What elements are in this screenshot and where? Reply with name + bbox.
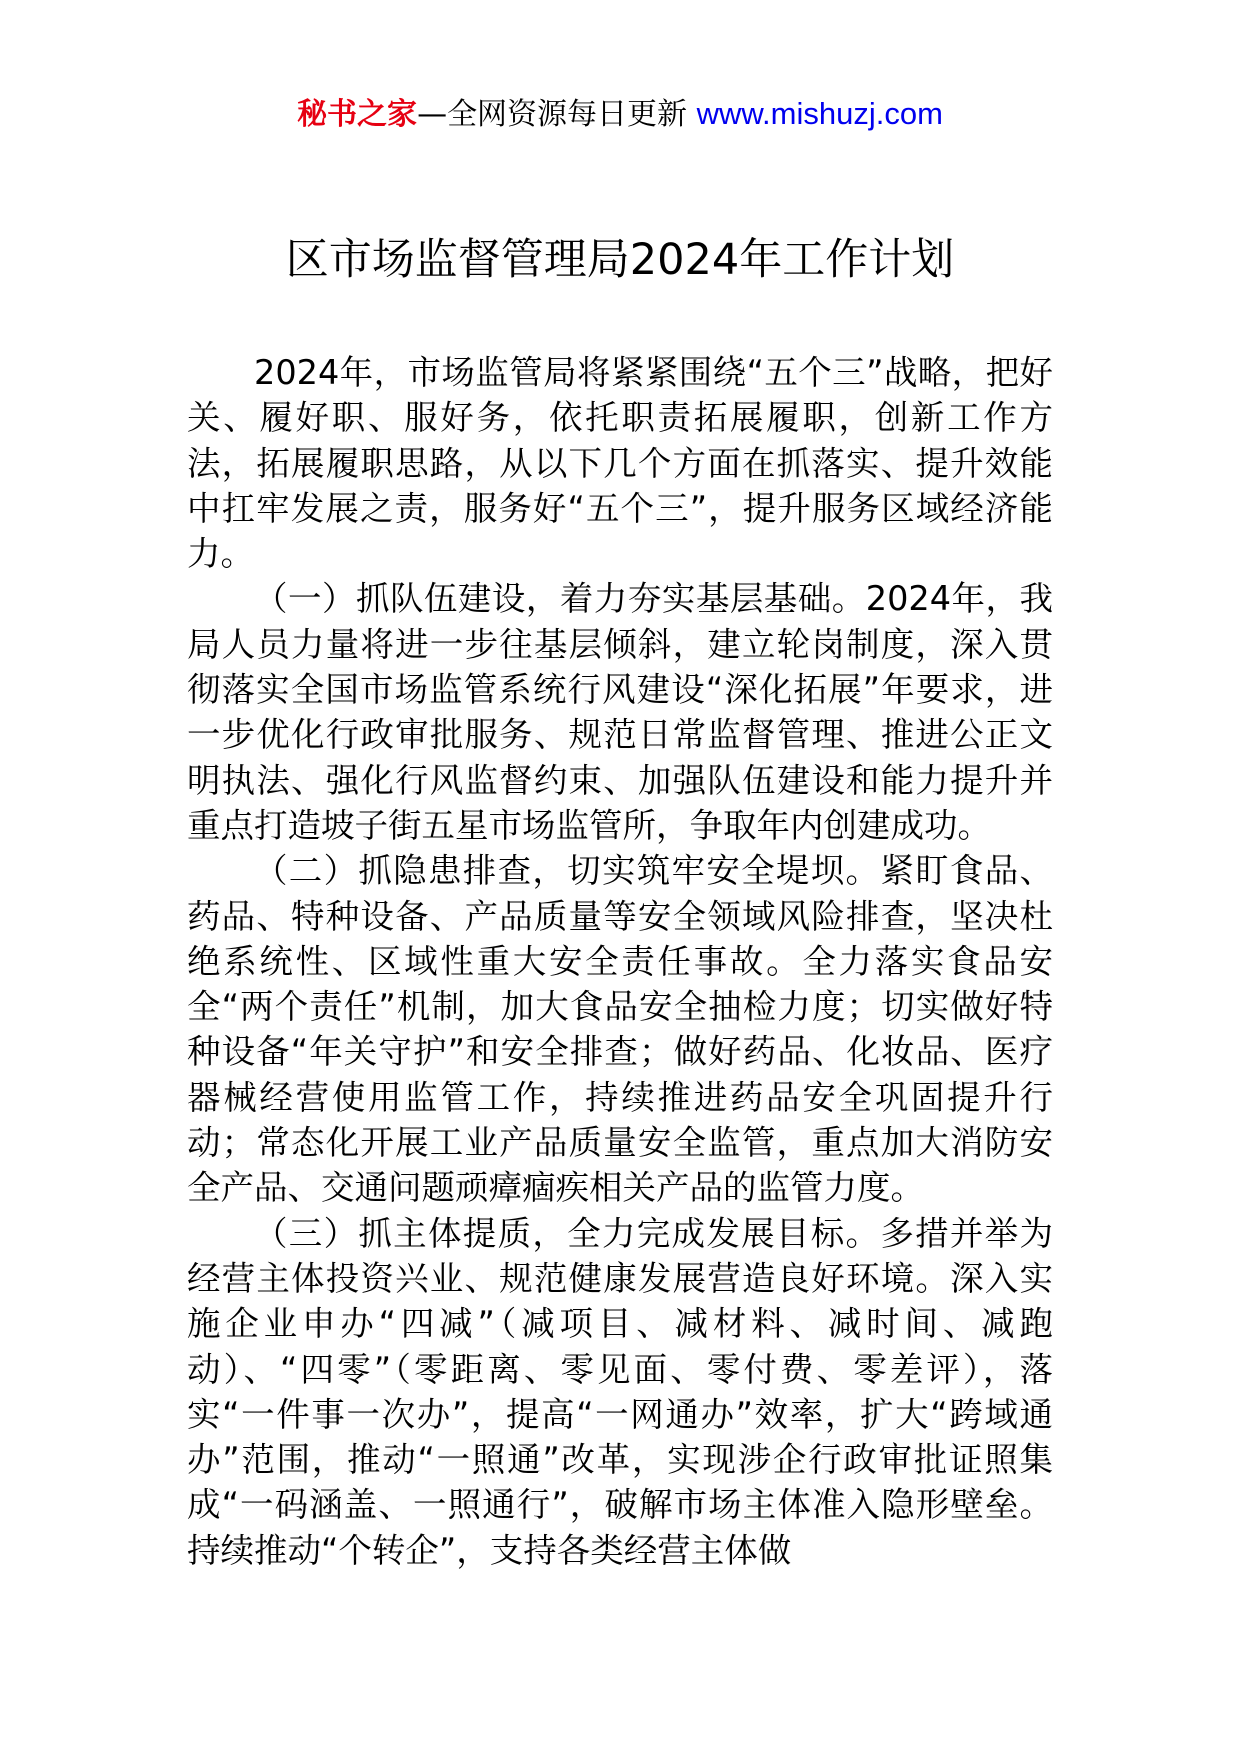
- paragraph-intro: 2024年，市场监管局将紧紧围绕“五个三”战略，把好关、履好职、服好务，依托职责拓展履职，创新工作方法，拓展履职思路，从以下几个方面在抓落实、提升效能中扛牢发展之责，服务好“五个三”，提升服务区域经济能力。: [187, 353, 1053, 574]
- paragraph-section-2: （二）抓隐患排查，切实筑牢安全堤坝。紧盯食品、药品、特种设备、产品质量等安全领域风险排查，坚决杜绝系统性、区域性重大安全责任事故。全力落实食品安全“两个责任”机制，加大食品安全抽检力度；切实做好特种设备“年关守护”和安全排查；做好药品、化妆品、医疗器械经营使用监管工作，持续推进药品安全巩固提升行动；常态化开展工业产品质量安全监管，重点加大消防安全产品、交通问题顽瘴痼疾相关产品的监管力度。: [187, 851, 1053, 1208]
- paragraph-section-3: （三）抓主体提质，全力完成发展目标。多措并举为经营主体投资兴业、规范健康发展营造良好环境。深入实施企业申办“四减”（减项目、减材料、减时间、减跑动）、“四零”（零距离、零见面、零付费、零差评），落实“一件事一次办”，提高“一网通办”效率，扩大“跨域通办”范围，推动“一照通”改革，实现涉企行政审批证照集成“一码涵盖、一照通行”，破解市场主体准入隐形壁垒。持续推动“个转企”，支持各类经营主体做: [187, 1213, 1053, 1570]
- document-title: 区市场监督管理局2024年工作计划: [285, 235, 955, 285]
- site-header: [0, 94, 1240, 135]
- site-url-link[interactable]: www.mishuzj.com: [696, 96, 943, 131]
- paragraph-section-1: （一）抓队伍建设，着力夯实基层基础。2024年，我局人员力量将进一步往基层倾斜，建立轮岗制度，深入贯彻落实全国市场监管系统行风建设“深化拓展”年要求，进一步优化行政审批服务、规范日常监督管理、推进公正文明执法、强化行风监督约束、加强队伍建设和能力提升并重点打造坡子街五星市场监管所，争取年内创建成功。: [187, 579, 1053, 845]
- document-body: [187, 350, 1053, 1573]
- site-brand[interactable]: 秘书之家: [297, 97, 418, 132]
- site-tagline: —全网资源每日更新: [417, 97, 688, 132]
